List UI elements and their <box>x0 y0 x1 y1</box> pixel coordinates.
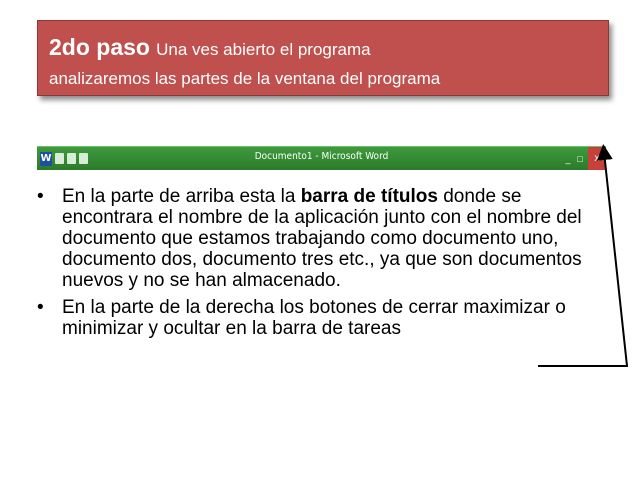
title-line-1 <box>49 33 608 64</box>
bullet-list <box>37 186 607 345</box>
bullet-item-1 <box>37 186 607 291</box>
word-title-bar <box>37 146 606 170</box>
bullet-1-text: En la parte de arriba esta la <box>62 186 301 207</box>
bullet-2-text: En la parte de la derecha los botones de cerrar maximizar o minimizar y ocultar en la barra de tareas <box>62 297 566 339</box>
slide-title-box <box>37 20 609 96</box>
bullet-1-text-rest: donde se encontrara el nombre de la aplicación junto con el nombre del documento que estamos trabajando como documento uno, documento dos, documento tres etc., ya que son documentos nuevos y no se han almacenado. <box>62 186 582 291</box>
maximize-button[interactable]: □ <box>577 153 583 164</box>
close-button[interactable]: x <box>588 147 606 170</box>
bullet-1-bold: barra de títulos <box>300 186 438 207</box>
document-title: Documento1 - Microsoft Word <box>254 151 389 162</box>
minimize-button[interactable]: _ <box>565 153 571 164</box>
bullet-item-2 <box>37 297 607 339</box>
window-controls <box>562 147 606 170</box>
title-line-1-text: Una ves abierto el programa <box>156 40 371 59</box>
word-app-icon[interactable]: W <box>40 152 52 164</box>
bullet-icon: • <box>37 186 44 207</box>
bullet-icon: • <box>37 297 44 318</box>
step-label: 2do paso <box>49 34 150 60</box>
title-line-2: analizaremos las partes de la ventana del programa <box>49 69 441 88</box>
